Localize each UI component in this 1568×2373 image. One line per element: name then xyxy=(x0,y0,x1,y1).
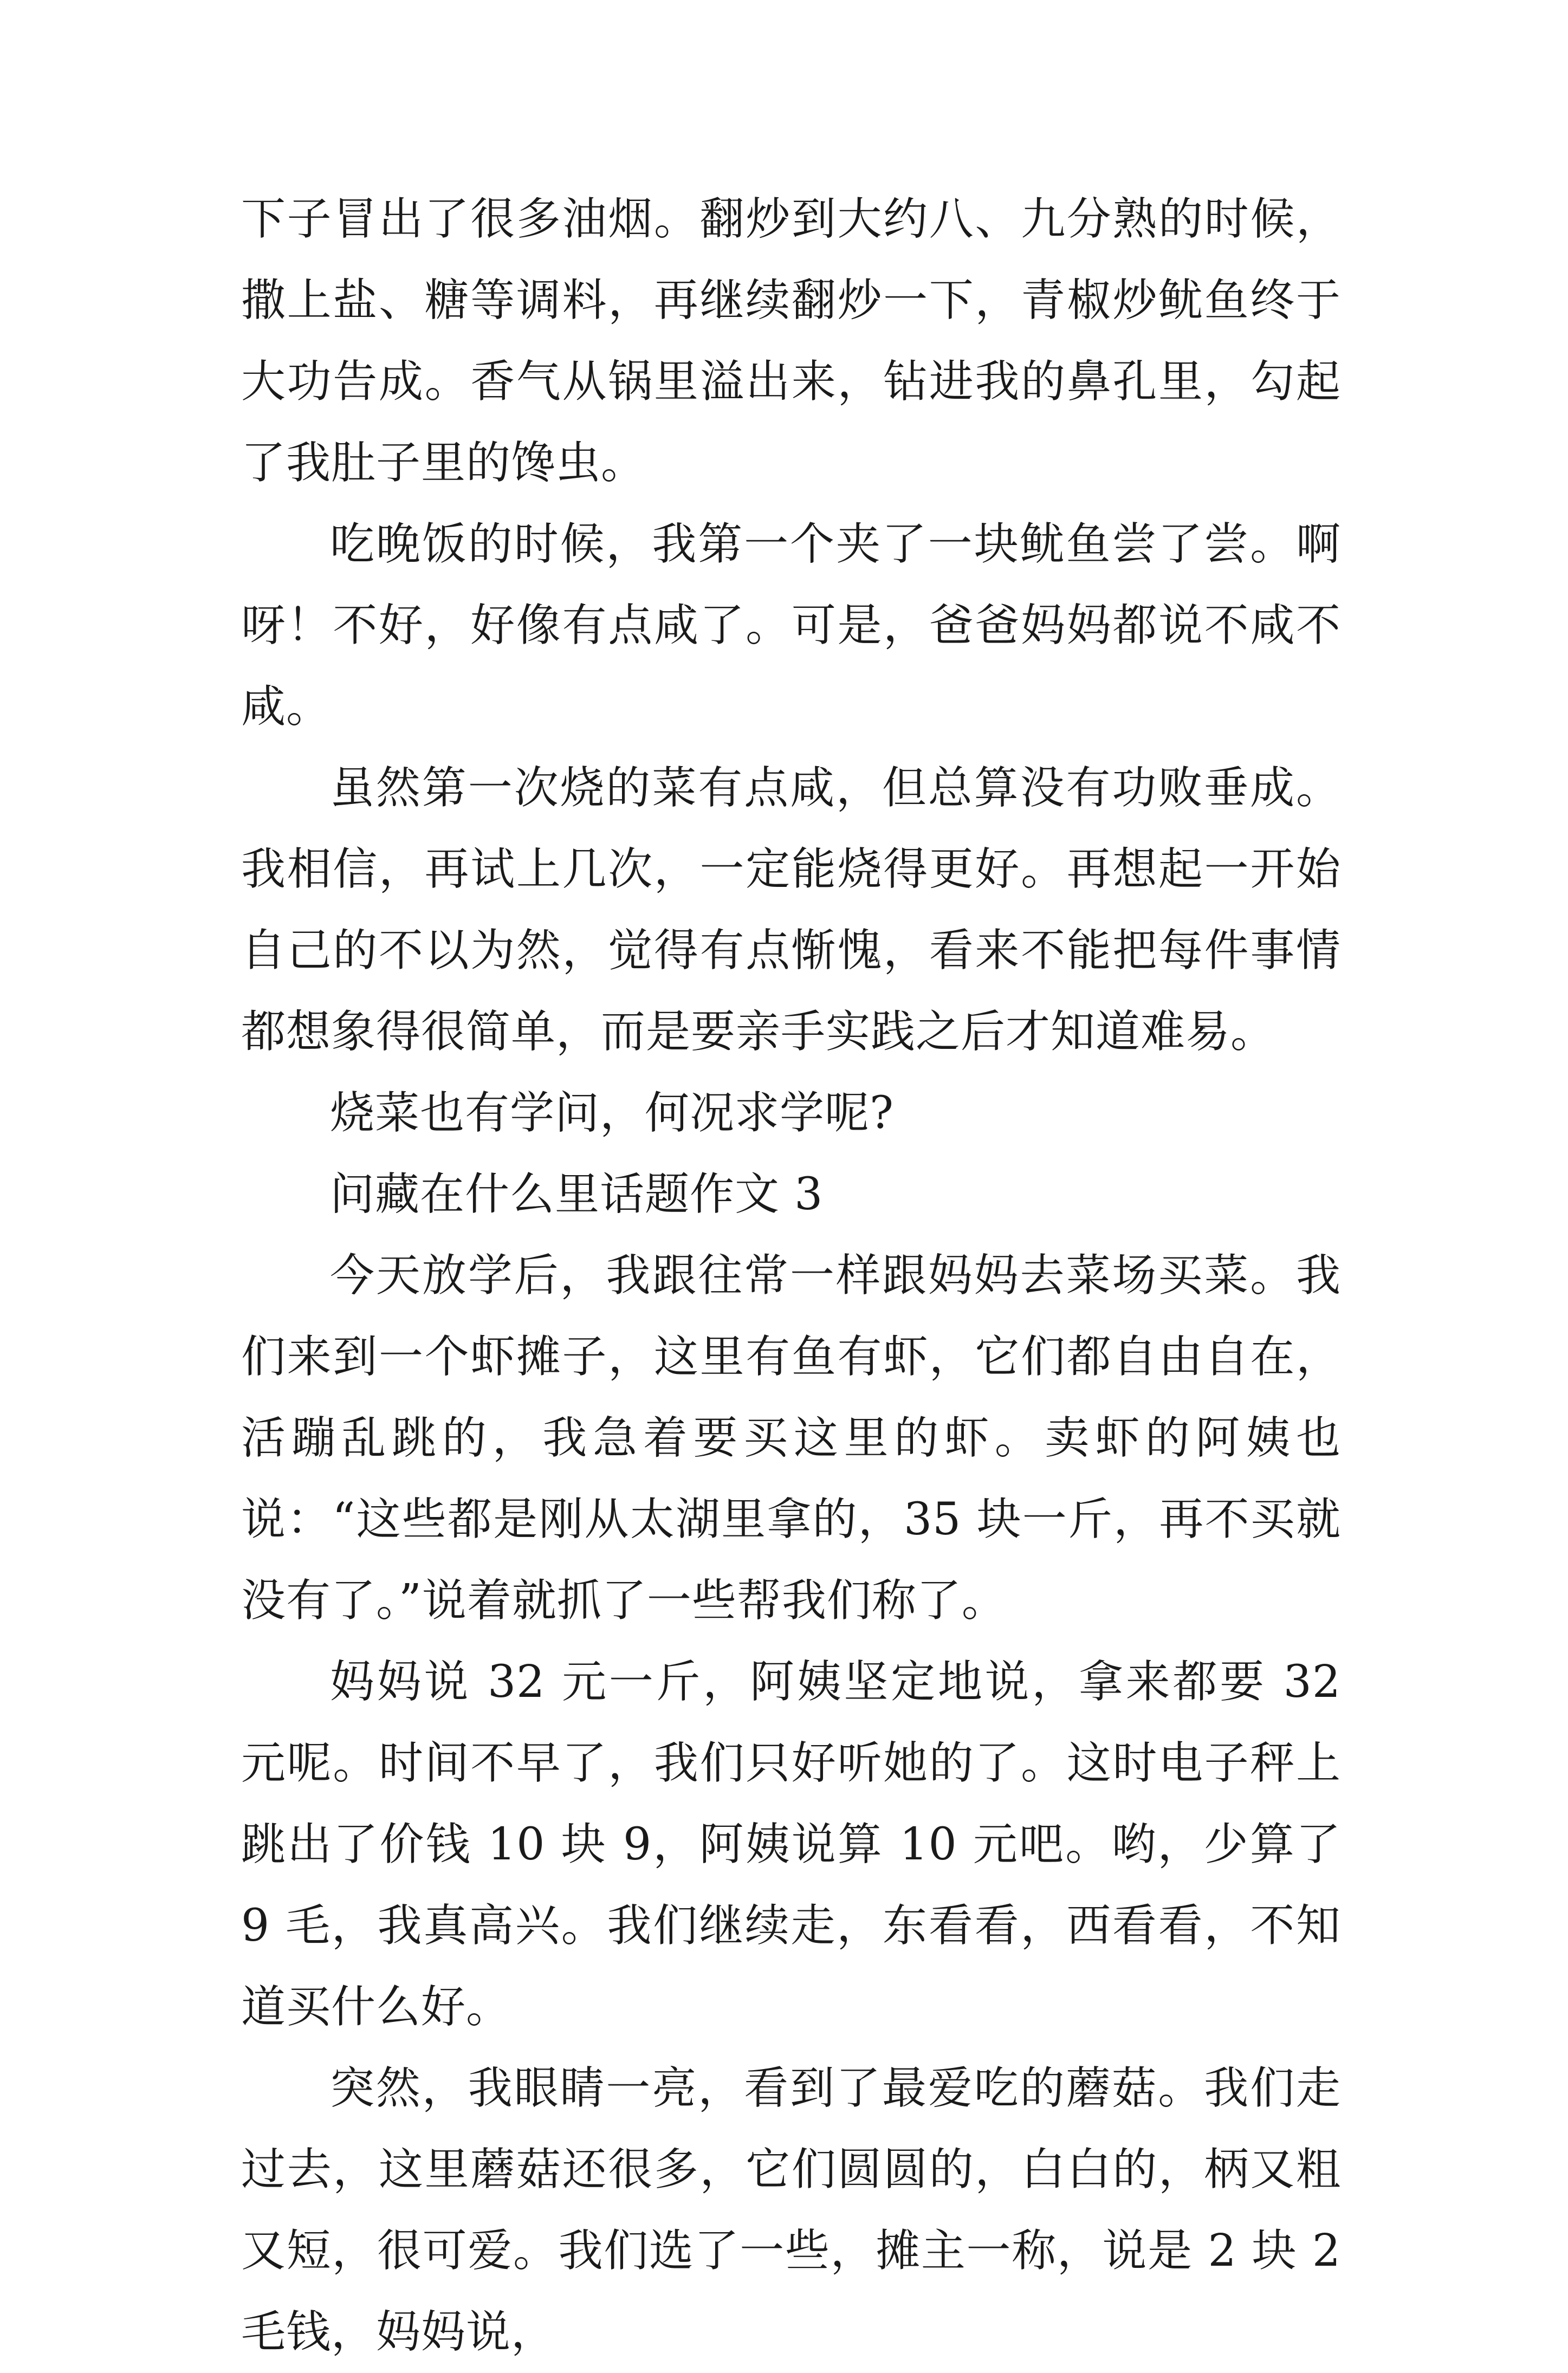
paragraph-1: 下子冒出了很多油烟。翻炒到大约八、九分熟的时候，撒上盐、糖等调料，再继续翻炒一下，青椒炒鱿鱼终于大功告成。香气从锅里溢出来，钻进我的鼻孔里，勾起了我肚子里的馋虫。 xyxy=(241,193,1341,489)
paragraph-2: 吃晚饭的时候，我第一个夹了一块鱿鱼尝了尝。啊呀！不好，好像有点咸了。可是，爸爸妈妈都说不咸不咸。 xyxy=(241,518,1341,732)
paragraph-4: 烧菜也有学问，何况求学呢? xyxy=(330,1087,894,1139)
paragraph-6: 今天放学后，我跟往常一样跟妈妈去菜场买菜。我们来到一个虾摊子，这里有鱼有虾，它们都自由自在，活蹦乱跳的，我急着要买这里的虾。卖虾的阿姨也说：“这些都是刚从太湖里拿的，35 块一斤，再不买就没有了。”说着就抓了一些帮我们称了。 xyxy=(241,1250,1341,1626)
section-title: 问藏在什么里话题作文 3 xyxy=(330,1169,824,1220)
paragraph-8: 突然，我眼睛一亮，看到了最爱吃的蘑菇。我们走过去，这里蘑菇还很多，它们圆圆的，白白的，柄又粗又短，很可爱。我们选了一些，摊主一称，说是 2 块 2 毛钱，妈妈说， xyxy=(241,2063,1341,2358)
paragraph-7: 妈妈说 32 元一斤，阿姨坚定地说，拿来都要 32 元呢。时间不早了，我们只好听她的了。这时电子秤上跳出了价钱 10 块 9，阿姨说算 10 元吧。哟，少算了 9 毛，我真高兴。我们继续走，东看看，西看看，不知道买什么好。 xyxy=(241,1656,1341,2033)
paragraph-3: 虽然第一次烧的菜有点咸，但总算没有功败垂成。我相信，再试上几次，一定能烧得更好。再想起一开始自己的不以为然，觉得有点惭愧，看来不能把每件事情都想象得很简单，而是要亲手实践之后才知道难易。 xyxy=(241,762,1341,1058)
body-text xyxy=(241,179,1341,2373)
